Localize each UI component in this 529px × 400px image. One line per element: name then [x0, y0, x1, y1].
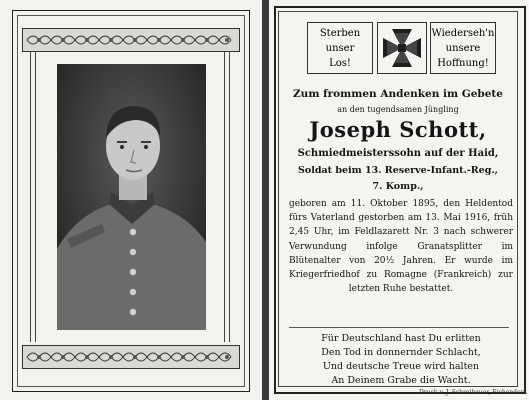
- soldier-portrait-photo: [57, 64, 206, 330]
- memorial-poem: [283, 332, 519, 388]
- motto-right-box: [430, 22, 496, 74]
- motto-line: Sterben: [319, 27, 361, 39]
- portrait-card: [0, 0, 262, 400]
- company-line: 7. Komp.,: [372, 181, 424, 192]
- motto-line: unsere: [445, 42, 481, 54]
- poem-line: Für Deutschland hast Du erlitten: [321, 333, 481, 344]
- motto-left-box: [307, 22, 373, 74]
- poem-line: Den Tod in donnernder Schlacht,: [321, 347, 481, 358]
- iron-cross-box: [377, 22, 427, 74]
- motto-line: Hoffnung!: [437, 57, 489, 69]
- iron-cross-icon: [378, 23, 426, 73]
- top-ornament-band: [22, 28, 240, 52]
- memorial-subheading: an den tugendsamen Jüngling: [337, 105, 459, 114]
- motto-line: unser: [325, 42, 355, 54]
- poem-line: Und deutsche Treue wird halten: [322, 361, 480, 372]
- memorial-text-card: [269, 0, 529, 400]
- motto-line: Los!: [329, 57, 351, 69]
- occupation-line: Schmiedmeisterssohn auf der Haid,: [297, 148, 499, 159]
- memorial-heading: Zum frommen Andenken im Gebete: [293, 88, 503, 100]
- left-border-stripe: [30, 52, 36, 342]
- floral-ornament-icon: [23, 29, 239, 51]
- right-border-stripe: [224, 52, 230, 342]
- motto-line: Wiederseh'n: [431, 27, 495, 39]
- biography-paragraph: geboren am 11. Oktober 1895, den Heldentod fürs Vaterland gestorben am 13. Mai 1916, früh 2,45 Uhr, im Feldlazarett Nr. 3 nach schwerer Verwundung infolge Granatsplitter im Blütenalter von 20½ Jahren. Er wurde im Kriegerfriedhof zu Romagne (Frankreich) zur letzten Ruhe bestattet.: [289, 199, 513, 295]
- deceased-name: Joseph Schott,: [309, 117, 487, 142]
- bottom-ornament-band: [22, 345, 240, 369]
- floral-ornament-icon: [23, 346, 239, 368]
- printer-imprint: Druck v. J. Schreibauer, Eichendorf.: [419, 389, 528, 396]
- soldier-portrait-illustration: [57, 64, 206, 330]
- poem-line: An Deinem Grabe die Wacht.: [331, 375, 471, 386]
- divider: [289, 327, 509, 328]
- military-rank-line: Soldat beim 13. Reserve-Infant.-Reg.,: [298, 165, 498, 176]
